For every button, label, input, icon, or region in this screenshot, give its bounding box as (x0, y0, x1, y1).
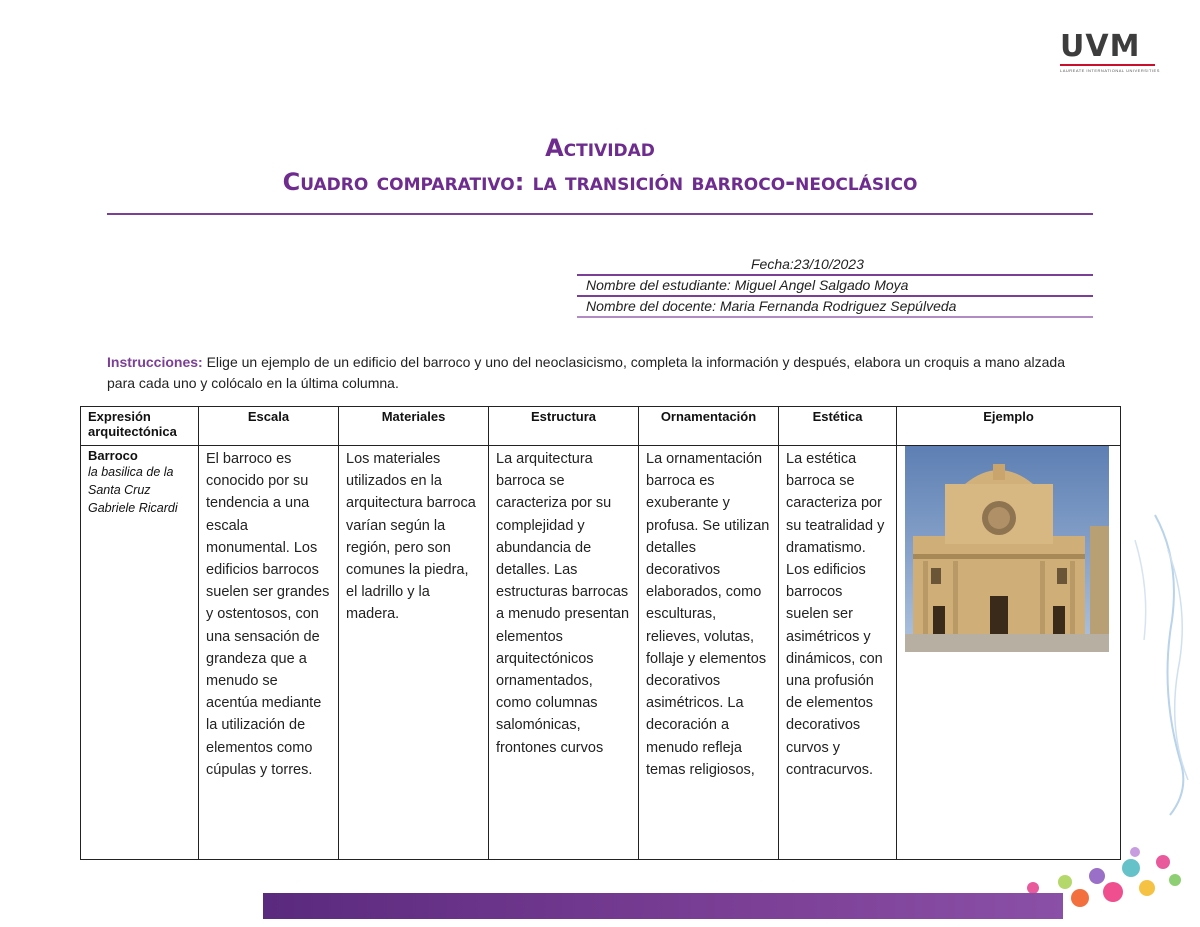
header-estructura: Estructura (489, 407, 639, 446)
header-ejemplo: Ejemplo (897, 407, 1121, 446)
instructions-text: Elige un ejemplo de un edificio del barroco y uno del neoclasicismo, completa la información y después, elabora un croquis a mano alzada para cada uno y colócalo en la última columna. (107, 354, 1065, 391)
cell-expresion (81, 446, 199, 860)
logo-text: UVM (1060, 29, 1141, 64)
cell-materiales: Los materiales utilizados en la arquitectura barroca varían según la región, pero son comunes la piedra, el ladrillo y la madera. (339, 446, 489, 860)
instructions (107, 352, 1067, 394)
cell-estructura: La arquitectura barroca se caracteriza por su complejidad y abundancia de detalles. Las estructuras barrocas a menudo presentan elementos arquitectónicos ornamentados, como columnas salomónicas, frontones curvos (489, 446, 639, 860)
date-field: Fecha:23/10/2023 (577, 256, 1093, 276)
decorative-curves (1060, 470, 1200, 830)
table-row (81, 446, 1121, 860)
instructions-label: Instrucciones: (107, 354, 203, 370)
header-expresion: Expresión arquitectónica (81, 407, 199, 446)
footer-bar (263, 893, 1063, 919)
category-title: Barroco (88, 448, 138, 463)
cell-escala: El barroco es conocido por su tendencia a una escala monumental. Los edificios barrocos suelen ser grandes y ostentosos, con una sensación de grandeza que a menudo se acentúa mediante la utilización de elementos como cúpulas y torres. (199, 446, 339, 860)
uvm-logo (1060, 29, 1160, 76)
header-ornamentacion: Ornamentación (639, 407, 779, 446)
logo-subtitle: LAUREATE INTERNATIONAL UNIVERSITIES (1060, 68, 1160, 73)
student-name-field: Nombre del estudiante: Miguel Angel Salgado Moya (577, 277, 1093, 297)
page-title: Actividad (545, 134, 655, 162)
cell-ornamentacion: La ornamentación barroca es exuberante y profusa. Se utilizan detalles decorativos elaborados, como esculturas, relieves, volutas, follaje y elementos decorativos asimétricos. La decoración a menudo refleja temas religiosos, (639, 446, 779, 860)
table-header-row (81, 407, 1121, 446)
header-estetica: Estética (779, 407, 897, 446)
page-subtitle: Cuadro comparativo: la transición barroco-neoclásico (282, 168, 918, 196)
comparison-table (80, 406, 1121, 860)
teacher-name-field: Nombre del docente: Maria Fernanda Rodriguez Sepúlveda (577, 298, 1093, 318)
category-subtitle: la basilica de la Santa Cruz Gabriele Ricardi (88, 465, 178, 515)
header-materiales: Materiales (339, 407, 489, 446)
logo-underline (1060, 64, 1155, 66)
cell-estetica: La estética barroca se caracteriza por su teatralidad y dramatismo. Los edificios barrocos suelen ser asimétricos y dinámicos, con una profusión de elementos decorativos curvos y contracurvos. (779, 446, 897, 860)
header-escala: Escala (199, 407, 339, 446)
title-divider (107, 213, 1093, 215)
